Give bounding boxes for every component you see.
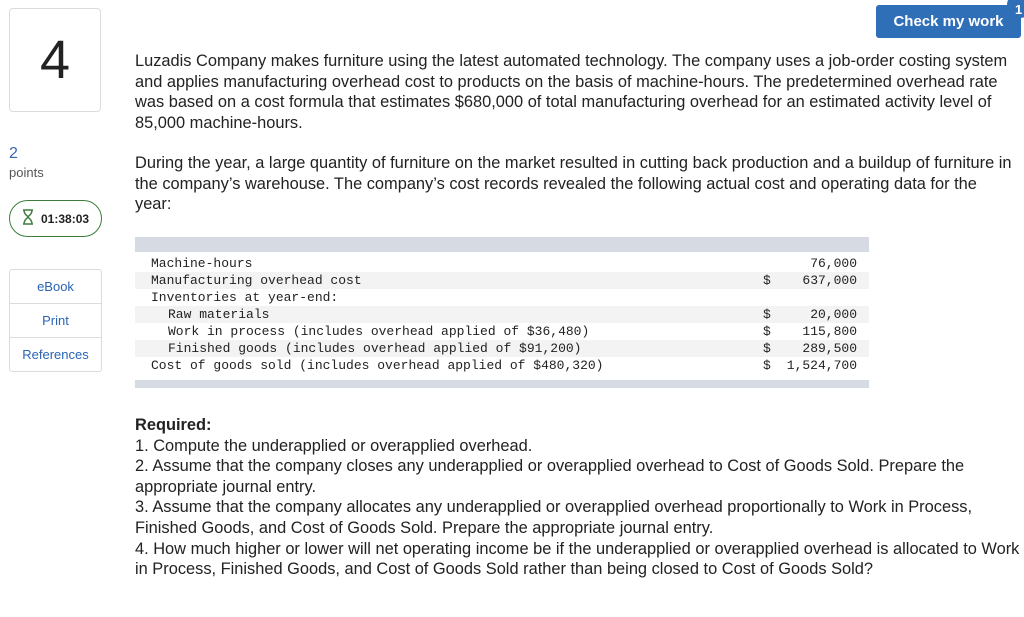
table-row — [135, 272, 869, 289]
table-row — [135, 357, 869, 374]
row-value: 20,000 — [810, 307, 857, 322]
required-title: Required: — [135, 416, 212, 434]
ebook-link[interactable]: eBook — [10, 270, 101, 304]
table-row — [135, 340, 869, 357]
table-row — [135, 255, 869, 272]
row-value: 76,000 — [810, 256, 857, 271]
problem-paragraph-2: During the year, a large quantity of furniture on the market resulted in cutting back production and a buildup of furniture in the company’s warehouse. The company’s cost records revealed the following actual cost and operating data for the year: — [135, 154, 1012, 213]
points-value: 2 — [9, 145, 18, 162]
required-item-3: 3. Assume that the company allocates any underapplied or overapplied overhead proportionally to Work in Process, Finished Goods, and Cost of Goods Sold. Prepare the appropriate journal entry. — [135, 498, 973, 537]
points-label: points — [9, 165, 44, 180]
row-label: Work in process (includes overhead applied of $36,480) — [168, 324, 590, 339]
row-currency: $ — [763, 307, 771, 322]
timer[interactable] — [9, 200, 102, 237]
problem-text — [135, 51, 1017, 215]
row-currency: $ — [763, 324, 771, 339]
timer-value: 01:38:03 — [41, 211, 90, 226]
check-my-work-button[interactable]: Check my work — [876, 5, 1021, 38]
required-item-2: 2. Assume that the company closes any underapplied or overapplied overhead to Cost of Goods Sold. Prepare the appropriate journal entry. — [135, 457, 965, 496]
table-row — [135, 323, 869, 340]
data-table — [135, 237, 869, 389]
row-label: Raw materials — [168, 307, 270, 322]
table-header-bar — [135, 237, 869, 252]
required-item-1: 1. Compute the underapplied or overapplied overhead. — [135, 436, 533, 455]
row-currency: $ — [763, 341, 771, 356]
hourglass-icon — [21, 209, 35, 228]
row-currency: $ — [763, 273, 771, 288]
row-value: 637,000 — [802, 273, 857, 288]
row-value: 115,800 — [802, 324, 857, 339]
problem-paragraph-1: Luzadis Company makes furniture using the latest automated technology. The company uses a job-order costing system and applies manufacturing overhead cost to products on the basis of machine-hours. The predetermined overhead rate was based on a cost formula that estimates $680,000 of total manufacturing overhead for an estimated activity level of 85,000 machine-hours. — [135, 52, 1008, 132]
table-row — [135, 306, 869, 323]
row-label: Manufacturing overhead cost — [151, 273, 362, 288]
sidebar-links — [9, 269, 102, 372]
row-label: Inventories at year-end: — [151, 290, 339, 305]
question-badge[interactable]: 1 — [1007, 0, 1024, 18]
row-label: Machine-hours — [151, 256, 253, 271]
required-section — [135, 415, 1020, 580]
row-label: Cost of goods sold (includes overhead applied of $480,320) — [151, 358, 604, 373]
row-currency: $ — [763, 358, 771, 373]
row-value: 1,524,700 — [786, 358, 857, 373]
required-item-4: 4. How much higher or lower will net operating income be if the underapplied or overapplied overhead is allocated to Work in Process, Finished Goods, and Cost of Goods Sold rather than being closed to Cost of Goods Sold? — [135, 539, 1020, 579]
question-number: 4 — [9, 8, 101, 112]
table-row — [135, 289, 869, 306]
row-value: 289,500 — [802, 341, 857, 356]
references-link[interactable]: References — [22, 347, 89, 362]
print-link[interactable]: Print — [10, 304, 101, 338]
row-label: Finished goods (includes overhead applied of $91,200) — [168, 341, 582, 356]
table-footer-bar — [135, 380, 869, 388]
